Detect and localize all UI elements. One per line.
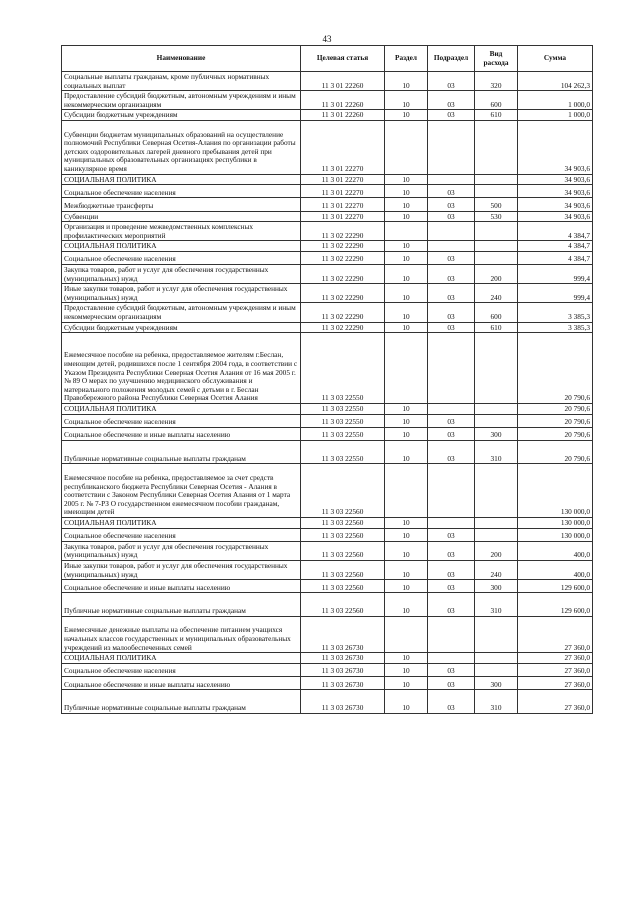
cell-section: 10 <box>385 653 428 664</box>
cell-subsection: 03 <box>428 663 475 676</box>
table-row <box>62 211 593 222</box>
cell-section: 10 <box>385 663 428 676</box>
cell-name: Субвенции <box>62 211 301 222</box>
cell-sum: 20 790,6 <box>518 333 593 404</box>
cell-section: 10 <box>385 440 428 464</box>
cell-section: 10 <box>385 185 428 198</box>
cell-code: 11 3 02 22290 <box>301 222 385 241</box>
cell-type <box>475 616 518 652</box>
cell-code: 11 3 01 22260 <box>301 91 385 110</box>
cell-subsection: 03 <box>428 284 475 303</box>
cell-name: Социальное обеспечение и иные выплаты населению <box>62 427 301 440</box>
cell-type: 240 <box>475 560 518 579</box>
cell-code: 11 3 01 22270 <box>301 174 385 185</box>
cell-code: 11 3 03 22560 <box>301 580 385 593</box>
cell-section: 10 <box>385 241 428 252</box>
table-row <box>62 241 593 252</box>
cell-section <box>385 464 428 518</box>
cell-type: 310 <box>475 440 518 464</box>
cell-type: 300 <box>475 677 518 690</box>
table-row <box>62 440 593 464</box>
cell-name: Предоставление субсидий бюджетным, автономным учреждениям и иным некоммерческим организациям <box>62 303 301 322</box>
table-row <box>62 541 593 560</box>
cell-section: 10 <box>385 174 428 185</box>
table-row <box>62 110 593 121</box>
cell-sum: 20 790,6 <box>518 427 593 440</box>
cell-sum: 999,4 <box>518 265 593 284</box>
cell-code: 11 3 01 22270 <box>301 120 385 174</box>
cell-name: Иные закупки товаров, работ и услуг для обеспечения государственных (муниципальных) нужд <box>62 560 301 579</box>
cell-type: 610 <box>475 110 518 121</box>
cell-sum: 20 790,6 <box>518 440 593 464</box>
cell-sum: 20 790,6 <box>518 404 593 415</box>
cell-type <box>475 120 518 174</box>
table-row <box>62 580 593 593</box>
table-row <box>62 198 593 211</box>
cell-name: Публичные нормативные социальные выплаты гражданам <box>62 440 301 464</box>
cell-sum: 4 384,7 <box>518 222 593 241</box>
cell-sum: 27 360,0 <box>518 653 593 664</box>
cell-subsection <box>428 616 475 652</box>
cell-section: 10 <box>385 211 428 222</box>
table-row <box>62 427 593 440</box>
cell-code: 11 3 03 22550 <box>301 414 385 427</box>
cell-section: 10 <box>385 593 428 617</box>
cell-code: 11 3 01 22270 <box>301 211 385 222</box>
cell-sum: 400,0 <box>518 541 593 560</box>
cell-code: 11 3 03 22550 <box>301 404 385 415</box>
cell-name: Социальное обеспечение населения <box>62 251 301 264</box>
cell-name: СОЦИАЛЬНАЯ ПОЛИТИКА <box>62 653 301 664</box>
cell-name: Социальное обеспечение населения <box>62 414 301 427</box>
table-row <box>62 653 593 664</box>
cell-name: Социальное обеспечение населения <box>62 663 301 676</box>
cell-name: Закупка товаров, работ и услуг для обеспечения государственных (муниципальных) нужд <box>62 541 301 560</box>
cell-section: 10 <box>385 322 428 333</box>
cell-name: СОЦИАЛЬНАЯ ПОЛИТИКА <box>62 174 301 185</box>
cell-sum: 130 000,0 <box>518 528 593 541</box>
cell-code: 11 3 01 22260 <box>301 72 385 91</box>
cell-type: 500 <box>475 198 518 211</box>
cell-type: 530 <box>475 211 518 222</box>
cell-name: Закупка товаров, работ и услуг для обеспечения государственных (муниципальных) нужд <box>62 265 301 284</box>
cell-section: 10 <box>385 560 428 579</box>
cell-section: 10 <box>385 251 428 264</box>
table-row <box>62 251 593 264</box>
table-row <box>62 222 593 241</box>
cell-subsection: 03 <box>428 322 475 333</box>
table-row <box>62 663 593 676</box>
cell-subsection <box>428 333 475 404</box>
cell-name: Социальное обеспечение и иные выплаты населению <box>62 677 301 690</box>
cell-name: Межбюджетные трансферты <box>62 198 301 211</box>
cell-type: 310 <box>475 593 518 617</box>
cell-sum: 999,4 <box>518 284 593 303</box>
header-code: Целевая статья <box>301 46 385 72</box>
table-row <box>62 91 593 110</box>
cell-sum: 27 360,0 <box>518 616 593 652</box>
cell-type: 600 <box>475 303 518 322</box>
cell-subsection: 03 <box>428 110 475 121</box>
cell-type <box>475 222 518 241</box>
cell-subsection: 03 <box>428 593 475 617</box>
cell-sum: 20 790,6 <box>518 414 593 427</box>
cell-name: Предоставление субсидий бюджетным, автономным учреждениям и иным некоммерческим организациям <box>62 91 301 110</box>
header-sum: Сумма <box>518 46 593 72</box>
cell-sum: 3 385,3 <box>518 303 593 322</box>
cell-type <box>475 251 518 264</box>
cell-section: 10 <box>385 284 428 303</box>
cell-sum: 1 000,0 <box>518 91 593 110</box>
cell-type <box>475 414 518 427</box>
cell-section: 10 <box>385 690 428 714</box>
cell-type <box>475 404 518 415</box>
cell-name: СОЦИАЛЬНАЯ ПОЛИТИКА <box>62 404 301 415</box>
cell-code: 11 3 03 26730 <box>301 690 385 714</box>
cell-subsection <box>428 653 475 664</box>
table-row <box>62 120 593 174</box>
cell-subsection <box>428 222 475 241</box>
cell-subsection: 03 <box>428 198 475 211</box>
cell-sum: 34 903,6 <box>518 185 593 198</box>
cell-code: 11 3 03 22560 <box>301 541 385 560</box>
cell-code: 11 3 03 26730 <box>301 653 385 664</box>
cell-name: Ежемесячные денежные выплаты на обеспечение питанием учащихся начальных классов государственных и муниципальных образовательных учреждений из малообеспеченных семей <box>62 616 301 652</box>
cell-code: 11 3 01 22270 <box>301 185 385 198</box>
cell-subsection <box>428 404 475 415</box>
cell-subsection: 03 <box>428 677 475 690</box>
table-row <box>62 72 593 91</box>
table-row <box>62 414 593 427</box>
cell-name: Иные закупки товаров, работ и услуг для обеспечения государственных (муниципальных) нужд <box>62 284 301 303</box>
cell-code: 11 3 03 26730 <box>301 677 385 690</box>
cell-type: 610 <box>475 322 518 333</box>
cell-type <box>475 528 518 541</box>
cell-code: 11 3 03 22560 <box>301 593 385 617</box>
cell-type: 300 <box>475 580 518 593</box>
cell-code: 11 3 03 22550 <box>301 440 385 464</box>
cell-name: Ежемесячное пособие на ребенка, предоставляемое жителям г.Беслан, имеющим детей, родившихся после 1 сентября 2004 года, в соответствии с Указом Президента Республики Северная Осетия Алания от 16 мая 2005 г. № 89 О мерах по улучшению медицинского обслуживания и материального положения молодых семей с детьми в г. Беслан Правобережного района Республики Северная Осетия Алания <box>62 333 301 404</box>
cell-subsection: 03 <box>428 265 475 284</box>
cell-sum: 3 385,3 <box>518 322 593 333</box>
cell-section: 10 <box>385 528 428 541</box>
table-row <box>62 284 593 303</box>
cell-name: Субсидии бюджетным учреждениям <box>62 110 301 121</box>
cell-section: 10 <box>385 427 428 440</box>
cell-name: СОЦИАЛЬНАЯ ПОЛИТИКА <box>62 241 301 252</box>
cell-subsection: 03 <box>428 72 475 91</box>
cell-sum: 129 600,0 <box>518 593 593 617</box>
cell-code: 11 3 02 22290 <box>301 284 385 303</box>
cell-sum: 4 384,7 <box>518 251 593 264</box>
cell-section: 10 <box>385 404 428 415</box>
cell-type: 200 <box>475 265 518 284</box>
cell-name: Социальное обеспечение и иные выплаты населению <box>62 580 301 593</box>
table-row <box>62 616 593 652</box>
cell-sum: 129 600,0 <box>518 580 593 593</box>
cell-sum: 130 000,0 <box>518 518 593 529</box>
cell-section <box>385 333 428 404</box>
cell-name: СОЦИАЛЬНАЯ ПОЛИТИКА <box>62 518 301 529</box>
cell-code: 11 3 03 22550 <box>301 333 385 404</box>
table-row <box>62 185 593 198</box>
table-header-row <box>62 46 593 72</box>
cell-section: 10 <box>385 198 428 211</box>
cell-name: Публичные нормативные социальные выплаты гражданам <box>62 690 301 714</box>
cell-name: Публичные нормативные социальные выплаты гражданам <box>62 593 301 617</box>
page-number: 43 <box>322 34 332 44</box>
cell-type <box>475 185 518 198</box>
cell-type <box>475 174 518 185</box>
header-name: Наименование <box>62 46 301 72</box>
cell-code: 11 3 02 22290 <box>301 241 385 252</box>
header-type: Вид расхода <box>475 46 518 72</box>
header-subsection: Подраздел <box>428 46 475 72</box>
table-row <box>62 677 593 690</box>
cell-section: 10 <box>385 541 428 560</box>
cell-type: 300 <box>475 427 518 440</box>
cell-subsection <box>428 120 475 174</box>
cell-code: 11 3 03 22550 <box>301 427 385 440</box>
table-row <box>62 174 593 185</box>
cell-type <box>475 653 518 664</box>
cell-section: 10 <box>385 72 428 91</box>
cell-sum: 104 262,3 <box>518 72 593 91</box>
cell-subsection <box>428 518 475 529</box>
cell-type <box>475 518 518 529</box>
cell-sum: 4 384,7 <box>518 241 593 252</box>
cell-name: Организация и проведение межведомственных комплексных профилактических мероприятий <box>62 222 301 241</box>
cell-sum: 27 360,0 <box>518 677 593 690</box>
table-row <box>62 690 593 714</box>
table-row <box>62 333 593 404</box>
cell-section: 10 <box>385 580 428 593</box>
cell-sum: 27 360,0 <box>518 663 593 676</box>
cell-type <box>475 464 518 518</box>
cell-section: 10 <box>385 677 428 690</box>
cell-subsection <box>428 464 475 518</box>
cell-code: 11 3 02 22290 <box>301 303 385 322</box>
cell-code: 11 3 03 22560 <box>301 518 385 529</box>
table-row <box>62 265 593 284</box>
cell-sum: 27 360,0 <box>518 690 593 714</box>
cell-code: 11 3 03 26730 <box>301 663 385 676</box>
cell-code: 11 3 03 22560 <box>301 560 385 579</box>
table-row <box>62 560 593 579</box>
cell-code: 11 3 02 22290 <box>301 265 385 284</box>
cell-code: 11 3 01 22270 <box>301 198 385 211</box>
cell-type <box>475 241 518 252</box>
cell-code: 11 3 02 22290 <box>301 322 385 333</box>
cell-subsection: 03 <box>428 560 475 579</box>
cell-name: Социальные выплаты гражданам, кроме публичных нормативных социальных выплат <box>62 72 301 91</box>
cell-type <box>475 663 518 676</box>
cell-subsection: 03 <box>428 185 475 198</box>
table-row <box>62 528 593 541</box>
cell-type: 200 <box>475 541 518 560</box>
cell-code: 11 3 01 22260 <box>301 110 385 121</box>
cell-name: Субвенции бюджетам муниципальных образований на осуществление полномочий Республики Северная Осетия-Алания по организации работы детских оздоровительных лагерей дневного пребывания детей при муниципальных образовательных организациях республики в каникулярное время <box>62 120 301 174</box>
cell-code: 11 3 03 22560 <box>301 464 385 518</box>
cell-sum: 400,0 <box>518 560 593 579</box>
table-row <box>62 322 593 333</box>
table-row <box>62 593 593 617</box>
cell-subsection: 03 <box>428 528 475 541</box>
cell-section <box>385 120 428 174</box>
cell-sum: 34 903,6 <box>518 174 593 185</box>
cell-section: 10 <box>385 414 428 427</box>
cell-section: 10 <box>385 303 428 322</box>
cell-name: Социальное обеспечение населения <box>62 528 301 541</box>
header-section: Раздел <box>385 46 428 72</box>
cell-name: Ежемесячное пособие на ребенка, предоставляемое за счет средств республиканского бюджета Республики Северная Осетия - Алания в соответствии с Законом Республики Северная Осетия Алания от 1 марта 2005 г. № 7-РЗ О государственном ежемесячном пособии гражданам, имеющим детей <box>62 464 301 518</box>
cell-subsection: 03 <box>428 427 475 440</box>
cell-subsection: 03 <box>428 211 475 222</box>
cell-type: 600 <box>475 91 518 110</box>
cell-subsection: 03 <box>428 303 475 322</box>
table-row <box>62 404 593 415</box>
cell-subsection: 03 <box>428 251 475 264</box>
cell-code: 11 3 03 26730 <box>301 616 385 652</box>
cell-type: 310 <box>475 690 518 714</box>
cell-type: 240 <box>475 284 518 303</box>
cell-type: 320 <box>475 72 518 91</box>
cell-subsection: 03 <box>428 580 475 593</box>
cell-section: 10 <box>385 91 428 110</box>
cell-section: 10 <box>385 518 428 529</box>
table-row <box>62 303 593 322</box>
cell-subsection: 03 <box>428 440 475 464</box>
cell-code: 11 3 03 22560 <box>301 528 385 541</box>
cell-name: Социальное обеспечение населения <box>62 185 301 198</box>
cell-subsection: 03 <box>428 91 475 110</box>
cell-subsection <box>428 174 475 185</box>
table-row <box>62 518 593 529</box>
cell-section: 10 <box>385 265 428 284</box>
table-row <box>62 464 593 518</box>
cell-section: 10 <box>385 110 428 121</box>
cell-sum: 34 903,6 <box>518 120 593 174</box>
cell-code: 11 3 02 22290 <box>301 251 385 264</box>
cell-subsection: 03 <box>428 690 475 714</box>
cell-sum: 1 000,0 <box>518 110 593 121</box>
cell-subsection: 03 <box>428 541 475 560</box>
cell-type <box>475 333 518 404</box>
cell-section <box>385 616 428 652</box>
cell-section <box>385 222 428 241</box>
cell-sum: 34 903,6 <box>518 211 593 222</box>
cell-subsection: 03 <box>428 414 475 427</box>
cell-sum: 34 903,6 <box>518 198 593 211</box>
budget-table <box>61 45 593 714</box>
cell-subsection <box>428 241 475 252</box>
cell-sum: 130 000,0 <box>518 464 593 518</box>
cell-name: Субсидии бюджетным учреждениям <box>62 322 301 333</box>
